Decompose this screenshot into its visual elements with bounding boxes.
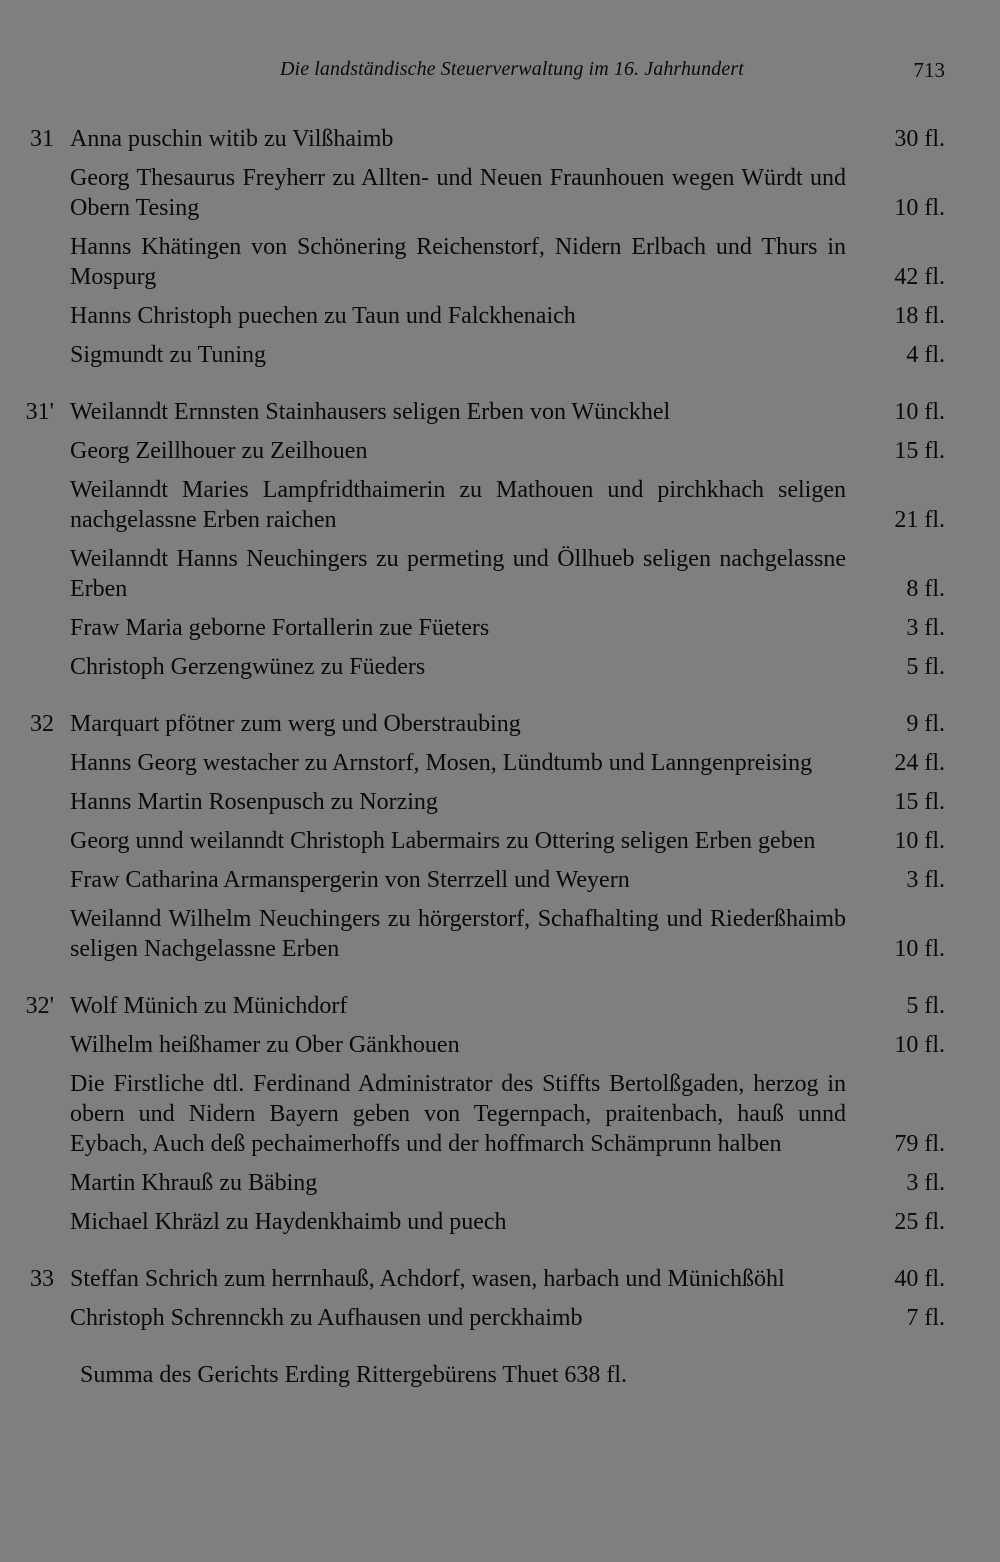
summa-spacer bbox=[0, 1360, 70, 1390]
entry-text: Marquart pfötner zum werg und Oberstraubing bbox=[70, 711, 521, 737]
group-number: 32' bbox=[25, 993, 54, 1019]
entry-group bbox=[0, 397, 1000, 682]
list-item bbox=[0, 613, 1000, 643]
entry-text: Georg Thesaurus Freyherr zu Allten- und Neuen Fraunhouen wegen Würdt und Obern Tesing bbox=[70, 165, 846, 221]
entry-text: Sigmundt zu Tuning bbox=[70, 342, 267, 368]
entry-amount: 24 fl. bbox=[894, 750, 945, 776]
entry-group bbox=[0, 124, 1000, 370]
entry-text: Anna puschin witib zu Vilßhaimb bbox=[70, 126, 394, 152]
entry-text: Die Firstliche dtl. Ferdinand Administrator des Stiffts Bertolßgaden, herzog in obern und Nidern Bayern geben von Tegernpach, praitenbach, hauß unnd Eybach, Auch deß pechaimerhoffs und der hoffmarch Schämprunn halben bbox=[70, 1071, 846, 1157]
list-item bbox=[0, 163, 1000, 223]
entry-amount: 5 fl. bbox=[906, 993, 945, 1019]
entry-amount: 30 fl. bbox=[894, 126, 945, 152]
entry-text: Weilannd Wilhelm Neuchingers zu hörgerstorf, Schafhalting und Riederßhaimb seligen Nachgelassne Erben bbox=[70, 906, 846, 962]
entry-text: Weilanndt Ernnsten Stainhausers seligen Erben von Wünckhel bbox=[70, 399, 671, 425]
list-item bbox=[0, 1069, 1000, 1159]
group-number: 31' bbox=[25, 399, 54, 425]
list-item bbox=[0, 475, 1000, 535]
list-item bbox=[0, 1030, 1000, 1060]
tax-list bbox=[0, 124, 1000, 1390]
list-item bbox=[0, 397, 1000, 427]
entry-amount: 18 fl. bbox=[894, 303, 945, 329]
list-item bbox=[0, 301, 1000, 331]
entry-text: Wilhelm heißhamer zu Ober Gänkhouen bbox=[70, 1032, 460, 1058]
list-item bbox=[0, 652, 1000, 682]
entry-amount: 10 fl. bbox=[894, 936, 945, 962]
entry-amount: 15 fl. bbox=[894, 789, 945, 815]
entry-amount: 42 fl. bbox=[894, 264, 945, 290]
entry-group bbox=[0, 709, 1000, 964]
group-number: 33 bbox=[30, 1266, 54, 1292]
entry-text: Weilanndt Hanns Neuchingers zu permeting und Öllhueb seligen nachgelassne Erben bbox=[70, 546, 846, 602]
list-item bbox=[0, 232, 1000, 292]
entry-amount: 10 fl. bbox=[894, 195, 945, 221]
list-item bbox=[0, 1264, 1000, 1294]
page-header bbox=[0, 58, 1000, 88]
page-number: 713 bbox=[913, 58, 945, 82]
list-item bbox=[0, 787, 1000, 817]
entry-amount: 9 fl. bbox=[906, 711, 945, 737]
entry-text: Hanns Georg westacher zu Arnstorf, Mosen, Lündtumb und Lanngenpreising bbox=[70, 750, 813, 776]
entry-text: Fraw Maria geborne Fortallerin zue Füeters bbox=[70, 615, 490, 641]
entry-amount: 25 fl. bbox=[894, 1209, 945, 1235]
entry-text: Georg Zeillhouer zu Zeilhouen bbox=[70, 438, 368, 464]
entry-amount: 4 fl. bbox=[906, 342, 945, 368]
entry-group bbox=[0, 1264, 1000, 1333]
list-item bbox=[0, 340, 1000, 370]
entry-text: Steffan Schrich zum herrnhauß, Achdorf, wasen, harbach und Münichßöhl bbox=[70, 1266, 785, 1292]
list-item bbox=[0, 991, 1000, 1021]
entry-amount: 21 fl. bbox=[894, 507, 945, 533]
entry-text: Georg unnd weilanndt Christoph Labermairs zu Ottering seligen Erben geben bbox=[70, 828, 816, 854]
entry-amount: 3 fl. bbox=[906, 867, 945, 893]
entry-text: Wolf Münich zu Münichdorf bbox=[70, 993, 348, 1019]
list-item bbox=[0, 748, 1000, 778]
entry-text: Michael Khräzl zu Haydenkhaimb und puech bbox=[70, 1209, 507, 1235]
entry-amount: 40 fl. bbox=[894, 1266, 945, 1292]
entry-amount: 5 fl. bbox=[906, 654, 945, 680]
entry-amount: 10 fl. bbox=[894, 828, 945, 854]
running-head: Die landständische Steuerverwaltung im 16. Jahrhundert bbox=[280, 58, 744, 80]
entry-amount: 7 fl. bbox=[906, 1305, 945, 1331]
entry-text: Fraw Catharina Armanspergerin von Sterrzell und Weyern bbox=[70, 867, 630, 893]
entry-amount: 15 fl. bbox=[894, 438, 945, 464]
entry-text: Weilanndt Maries Lampfridthaimerin zu Mathouen und pirchkhach seligen nachgelassne Erben raichen bbox=[70, 477, 846, 533]
entry-amount: 8 fl. bbox=[906, 576, 945, 602]
entry-amount: 10 fl. bbox=[894, 1032, 945, 1058]
entry-text: Christoph Gerzengwünez zu Füeders bbox=[70, 654, 426, 680]
list-item bbox=[0, 709, 1000, 739]
list-item bbox=[0, 826, 1000, 856]
entry-amount: 3 fl. bbox=[906, 1170, 945, 1196]
entry-amount: 3 fl. bbox=[906, 615, 945, 641]
list-item bbox=[0, 124, 1000, 154]
entry-group bbox=[0, 991, 1000, 1237]
summa-text: Summa des Gerichts Erding Rittergebürens Thuet 638 fl. bbox=[80, 1362, 628, 1388]
list-item bbox=[0, 436, 1000, 466]
entry-text: Martin Khrauß zu Bäbing bbox=[70, 1170, 318, 1196]
entry-amount: 79 fl. bbox=[894, 1131, 945, 1157]
group-number: 31 bbox=[30, 126, 54, 152]
list-item bbox=[0, 1168, 1000, 1198]
entry-text: Hanns Khätingen von Schönering Reichenstorf, Nidern Erlbach und Thurs in Mospurg bbox=[70, 234, 846, 290]
list-item bbox=[0, 865, 1000, 895]
entry-text: Hanns Christoph puechen zu Taun und Falckhenaich bbox=[70, 303, 576, 329]
list-item bbox=[0, 1303, 1000, 1333]
summa-line bbox=[0, 1360, 1000, 1390]
list-item bbox=[0, 544, 1000, 604]
entry-text: Hanns Martin Rosenpusch zu Norzing bbox=[70, 789, 438, 815]
entry-text: Christoph Schrennckh zu Aufhausen und perckhaimb bbox=[70, 1305, 583, 1331]
group-number: 32 bbox=[30, 711, 54, 737]
list-item bbox=[0, 1207, 1000, 1237]
entry-amount: 10 fl. bbox=[894, 399, 945, 425]
list-item bbox=[0, 904, 1000, 964]
